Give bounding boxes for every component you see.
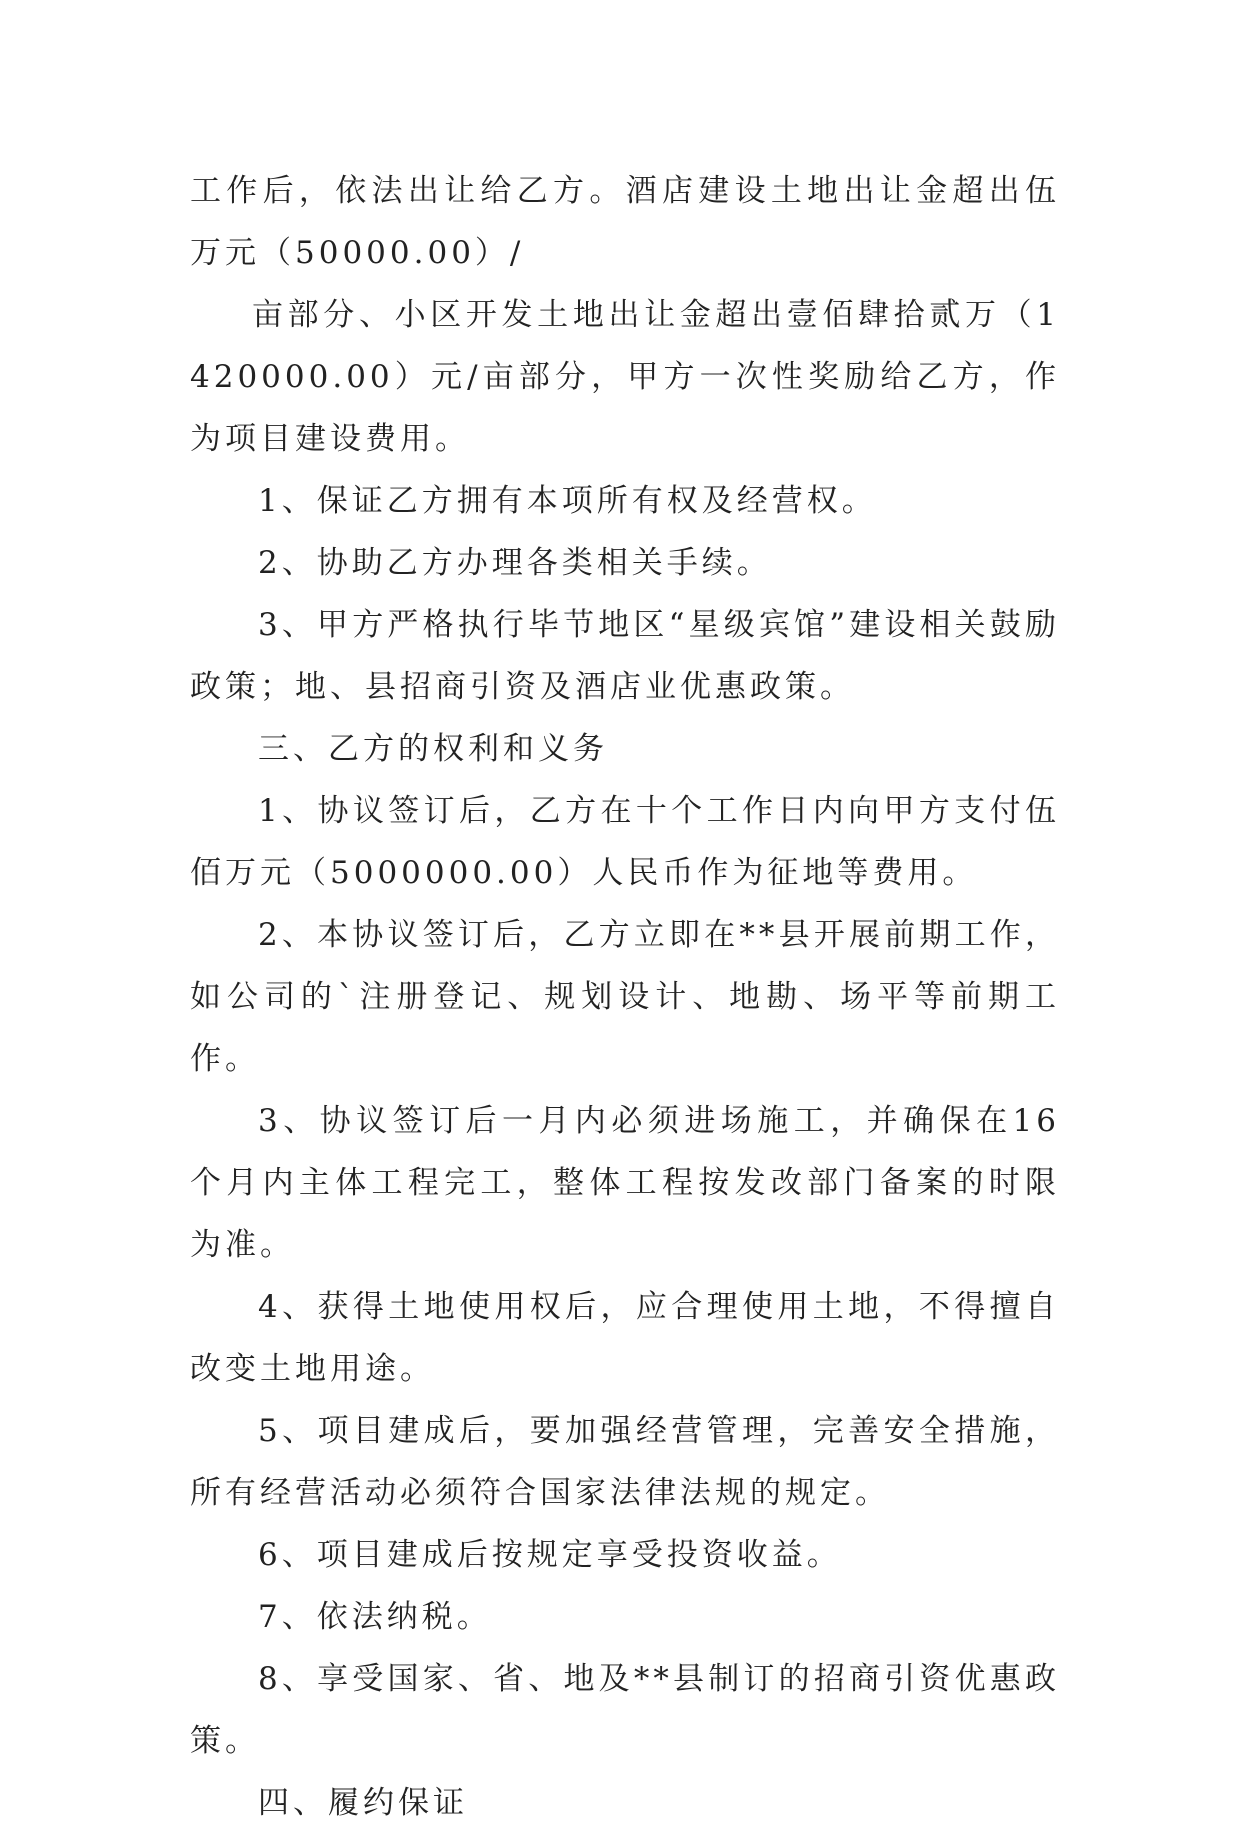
paragraph-1: 工作后，依法出让给乙方。酒店建设土地出让金超出伍万元（50000.00）/ bbox=[190, 173, 1060, 271]
paragraph-11: 5、项目建成后，要加强经营管理，完善安全措施，所有经营活动必须符合国家法律法规的规定。 bbox=[190, 1413, 1060, 1511]
paragraph-2: 亩部分、小区开发土地出让金超出壹佰肆拾贰万（1420000.00）元/亩部分，甲方一次性奖励给乙方，作为项目建设费用。 bbox=[190, 297, 1060, 457]
paragraph-12: 6、项目建成后按规定享受投资收益。 bbox=[258, 1537, 842, 1573]
document-body bbox=[190, 160, 1060, 1834]
paragraph-14: 8、享受国家、省、地及**县制订的招商引资优惠政策。 bbox=[190, 1661, 1060, 1759]
paragraph-9: 3、协议签订后一月内必须进场施工，并确保在16个月内主体工程完工，整体工程按发改部门备案的时限为准。 bbox=[190, 1103, 1060, 1263]
paragraph-7: 1、协议签订后，乙方在十个工作日内向甲方支付伍佰万元（5000000.00）人民币作为征地等费用。 bbox=[190, 793, 1060, 891]
paragraph-5: 3、甲方严格执行毕节地区“星级宾馆”建设相关鼓励政策；地、县招商引资及酒店业优惠政策。 bbox=[190, 607, 1060, 705]
section-heading-3: 三、乙方的权利和义务 bbox=[258, 731, 608, 767]
paragraph-4: 2、协助乙方办理各类相关手续。 bbox=[258, 545, 772, 581]
paragraph-3: 1、保证乙方拥有本项所有权及经营权。 bbox=[258, 483, 877, 519]
paragraph-10: 4、获得土地使用权后，应合理使用土地，不得擅自改变土地用途。 bbox=[190, 1289, 1060, 1387]
paragraph-8: 2、本协议签订后，乙方立即在**县开展前期工作，如公司的`注册登记、规划设计、地勘、场平等前期工作。 bbox=[190, 917, 1060, 1077]
section-heading-4: 四、履约保证 bbox=[258, 1785, 468, 1821]
paragraph-13: 7、依法纳税。 bbox=[258, 1599, 492, 1635]
